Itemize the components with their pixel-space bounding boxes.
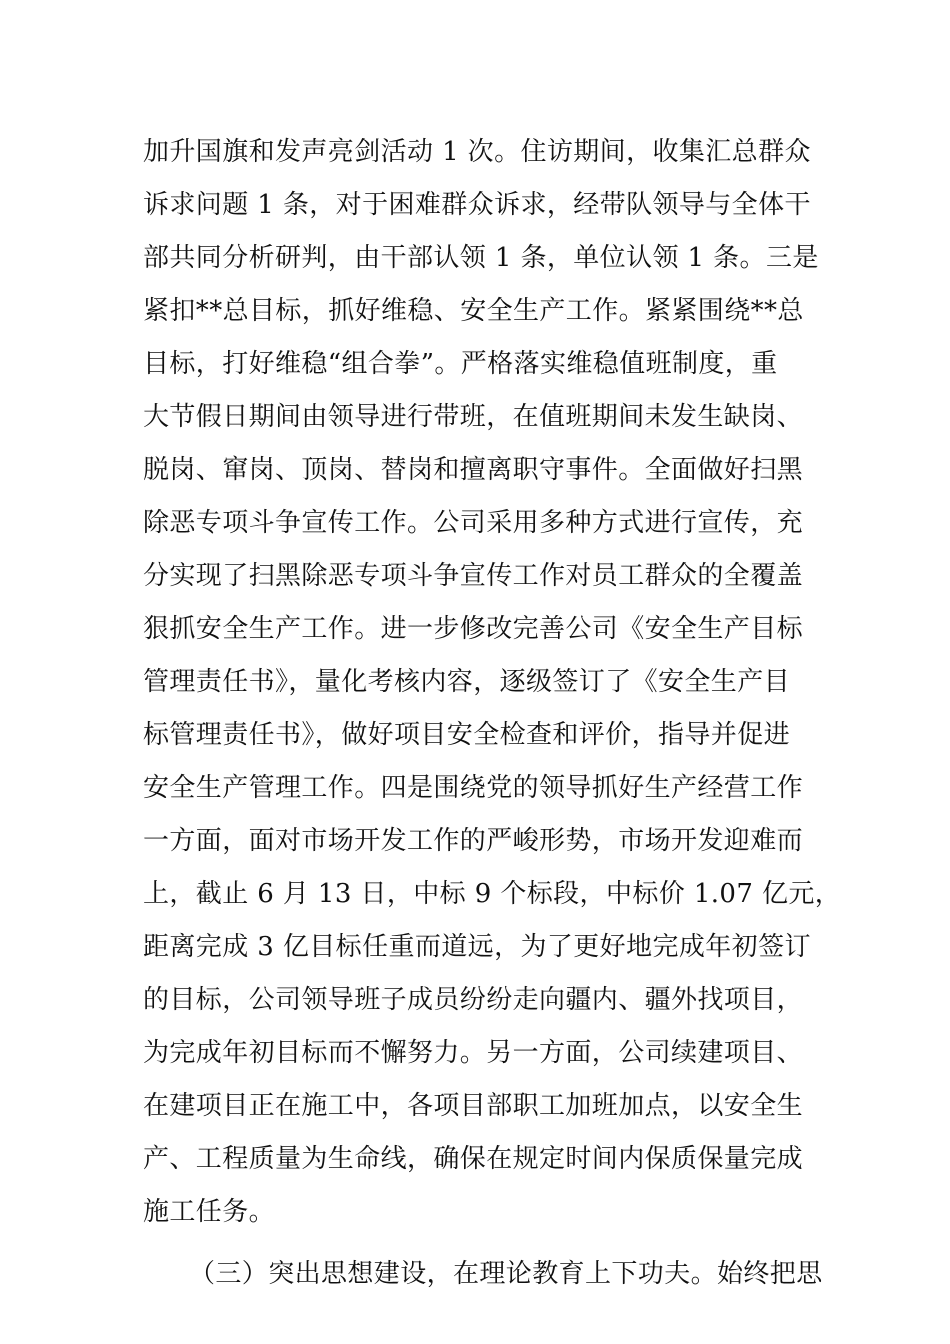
paragraph-1 xyxy=(143,126,842,1239)
text-line: 管理责任书》，量化考核内容，逐级签订了《安全生产目 xyxy=(143,667,791,697)
text-line: 狠抓安全生产工作。进一步修改完善公司《安全生产目标 xyxy=(143,614,804,644)
text-line: 加升国旗和发声亮剑活动 1 次。住访期间，收集汇总群众 xyxy=(143,137,811,167)
text-line: 一方面，面对市场开发工作的严峻形势，市场开发迎难而 xyxy=(143,826,804,856)
text-line: 除恶专项斗争宣传工作。公司采用多种方式进行宣传，充 xyxy=(143,508,804,538)
text-line: 目标，打好维稳“组合拳”。严格落实维稳值班制度，重 xyxy=(143,349,778,379)
text-line: 产、工程质量为生命线，确保在规定时间内保质保量完成 xyxy=(143,1144,804,1174)
text-line: 紧扣**总目标，抓好维稳、安全生产工作。紧紧围绕**总 xyxy=(143,296,804,326)
text-line: 为完成年初目标而不懈努力。另一方面，公司续建项目、 xyxy=(143,1038,804,1068)
text-line: 安全生产管理工作。四是围绕党的领导抓好生产经营工作 xyxy=(143,773,804,803)
text-line: 上，截止 6 月 13 日，中标 9 个标段，中标价 1.07 亿元， xyxy=(143,879,842,909)
text-line: 施工任务。 xyxy=(143,1197,276,1227)
text-line: 的目标，公司领导班子成员纷纷走向疆内、疆外找项目， xyxy=(143,985,804,1015)
document-body xyxy=(143,126,842,1301)
section-heading-line: （三）突出思想建设，在理论教育上下功夫。始终把思 xyxy=(189,1259,823,1289)
text-line: 大节假日期间由领导进行带班，在值班期间未发生缺岗、 xyxy=(143,402,804,432)
text-line: 部共同分析研判，由干部认领 1 条，单位认领 1 条。三是 xyxy=(143,243,819,273)
text-line: 诉求问题 1 条，对于困难群众诉求，经带队领导与全体干 xyxy=(143,190,811,220)
paragraph-2 xyxy=(143,1248,823,1301)
text-line: 标管理责任书》，做好项目安全检查和评价，指导并促进 xyxy=(143,720,791,750)
paragraph-spacer xyxy=(143,1239,813,1248)
text-line: 在建项目正在施工中，各项目部职工加班加点，以安全生 xyxy=(143,1091,804,1121)
text-line: 距离完成 3 亿目标任重而道远，为了更好地完成年初签订 xyxy=(143,932,811,962)
text-line: 分实现了扫黑除恶专项斗争宣传工作对员工群众的全覆盖 xyxy=(143,561,804,591)
text-line: 脱岗、窜岗、顶岗、替岗和擅离职守事件。全面做好扫黑 xyxy=(143,455,804,485)
